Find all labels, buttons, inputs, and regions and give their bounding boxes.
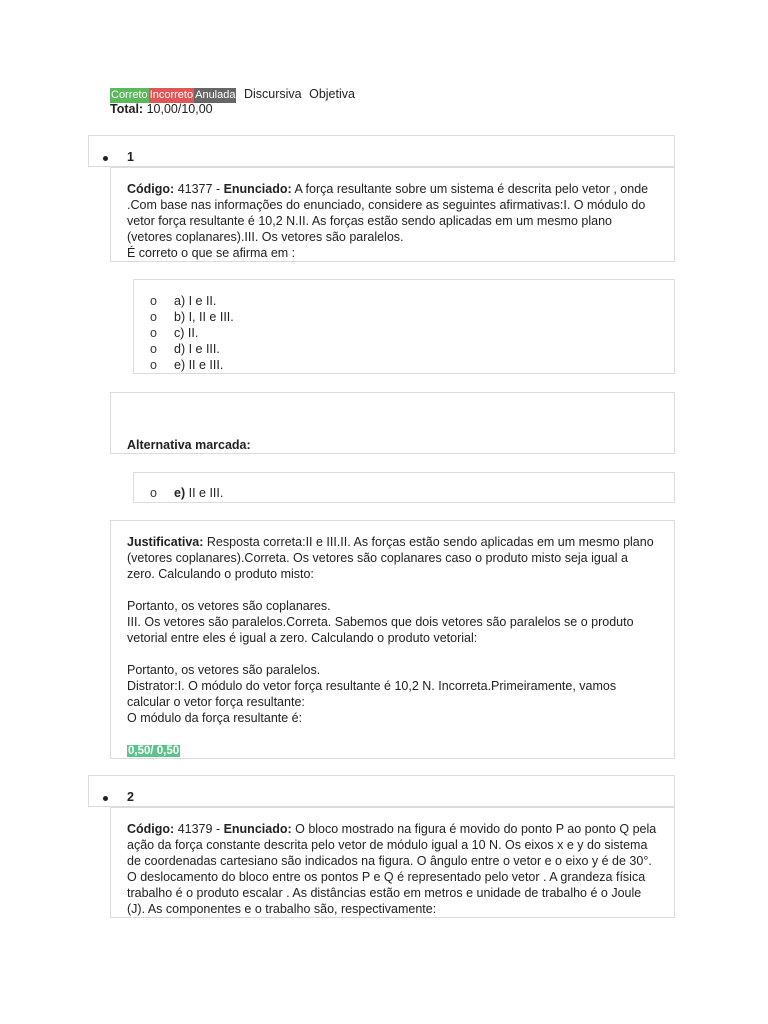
justification-label: Justificativa: <box>127 535 204 549</box>
statement-label: Enunciado: <box>223 182 292 196</box>
statement-line: trabalho é o produto escalar . As distâncias estão em metros e unidade de trabalho é o Joule <box>127 886 642 900</box>
annulled-badge: Anulada <box>195 89 236 101</box>
code-value: 41379 <box>177 822 213 836</box>
marked-answer-label: Alternativa marcada: <box>127 438 251 452</box>
statement-line: É correto o que se afirma em : <box>127 246 296 260</box>
justification-line: calcular o vetor força resultante: <box>127 695 305 709</box>
option-text: d) I e III. <box>174 342 220 356</box>
discursive-label: Discursiva <box>243 87 302 101</box>
option-marker-icon: o <box>150 342 157 356</box>
code-value: 41377 <box>177 182 213 196</box>
question-2-statement: Código: 41379 - Enunciado: O bloco mostrado na figura é movido do ponto P ao ponto Q pela ação da força constante descrita pelo vetor de módulo igual a 10 N. Os eixos x e y do sistema de coordenadas cartesiano são indicados na figura. O ângulo entre o vetor e o eixo y é de 30°. O deslocamento do bloco entre os pontos P e Q é representado pelo vetor . A grandeza física trabalho é o produto escalar . As distâncias estão em metros e unidade de trabalho é o Joule (J). As componentes e o trabalho são, respectivamente: <box>127 821 667 917</box>
marked-option-letter: e) <box>174 486 186 500</box>
total-score <box>110 102 213 116</box>
total-value: 10,00/10,00 <box>146 102 213 116</box>
statement-line: O bloco mostrado na figura é movido do ponto P ao ponto Q pela <box>295 822 657 836</box>
option-b[interactable] <box>150 309 234 325</box>
statement-line: A força resultante sobre um sistema é descrita pelo vetor , onde <box>294 182 649 196</box>
justification-line: O módulo da força resultante é: <box>127 711 303 725</box>
option-d[interactable] <box>150 341 234 357</box>
statement-line: vetor força resultante é 10,2 N.II. As forças estão sendo aplicadas em um mesmo plano <box>127 214 612 228</box>
option-a[interactable] <box>150 293 234 309</box>
statement-line: .Com base nas informações do enunciado, considere as seguintes afirmativas:I. O módulo do <box>127 198 646 212</box>
justification-line: III. Os vetores são paralelos.Correta. Sabemos que dois vetores são paralelos se o produto <box>127 615 634 629</box>
option-marker-icon: o <box>150 486 157 500</box>
justification-line: Distrator:I. O módulo do vetor força resultante é 10,2 N. Incorreta.Primeiramente, vamos <box>127 679 617 693</box>
justification-line: (vetores coplanares).Correta. Os vetores são coplanares caso o produto misto seja igual a <box>127 551 628 565</box>
code-label: Código: <box>127 822 175 836</box>
statement-line: ação da força constante descrita pelo vetor de módulo igual a 10 N. Os eixos x e y do sistema <box>127 838 648 852</box>
statement-label: Enunciado: <box>223 822 292 836</box>
option-text: c) II. <box>174 326 199 340</box>
question-1-header[interactable] <box>88 135 675 167</box>
justification-line: zero. Calculando o produto misto: <box>127 567 314 581</box>
objective-label: Objetiva <box>309 87 355 101</box>
question-number: 2 <box>127 790 134 804</box>
status-legend <box>110 86 355 103</box>
statement-line: O deslocamento do bloco entre os pontos P e Q é representado pelo vetor . A grandeza física <box>127 870 646 884</box>
option-text: e) II e III. <box>174 358 224 372</box>
bullet-icon <box>103 156 108 161</box>
option-c[interactable] <box>150 325 234 341</box>
correct-badge: Correto <box>111 89 148 101</box>
bullet-icon <box>103 796 108 801</box>
question-number: 1 <box>127 150 134 164</box>
code-label: Código: <box>127 182 175 196</box>
justification-line: vetorial entre eles é igual a zero. Calculando o produto vetorial: <box>127 631 478 645</box>
justification-text <box>127 534 667 759</box>
option-text: a) I e II. <box>174 294 217 308</box>
score-badge: 0,50/ 0,50 <box>128 745 180 757</box>
question-2-header[interactable] <box>88 775 675 807</box>
total-label: Total: <box>110 102 144 116</box>
option-marker-icon: o <box>150 358 157 372</box>
justification-line: Portanto, os vetores são paralelos. <box>127 663 321 677</box>
option-marker-icon: o <box>150 310 157 324</box>
justification-line: Portanto, os vetores são coplanares. <box>127 599 331 613</box>
option-marker-icon: o <box>150 294 157 308</box>
marked-option-text: II e III. <box>188 486 224 500</box>
statement-line: de coordenadas cartesiano são indicados na figura. O ângulo entre o vetor e o eixo y é de 30°. <box>127 854 652 868</box>
options-list <box>150 293 234 373</box>
incorrect-badge: Incorreto <box>149 89 194 101</box>
statement-line: (J). As componentes e o trabalho são, respectivamente: <box>127 902 437 916</box>
option-marker-icon: o <box>150 326 157 340</box>
marked-option <box>150 486 223 500</box>
question-1-statement: Código: 41377 - Enunciado: A força resultante sobre um sistema é descrita pelo vetor , onde .Com base nas informações do enunciado, considere as seguintes afirmativas:I. O módulo do vetor força resultante é 10,2 N.II. As forças estão sendo aplicadas em um mesmo plano (vetores coplanares).III. Os vetores são paralelos. É correto o que se afirma em : <box>127 181 667 261</box>
option-text: b) I, II e III. <box>174 310 234 324</box>
option-e[interactable] <box>150 357 234 373</box>
statement-line: (vetores coplanares).III. Os vetores são paralelos. <box>127 230 404 244</box>
justification-line: Resposta correta:II e III.II. As forças estão sendo aplicadas em um mesmo plano <box>206 535 654 549</box>
